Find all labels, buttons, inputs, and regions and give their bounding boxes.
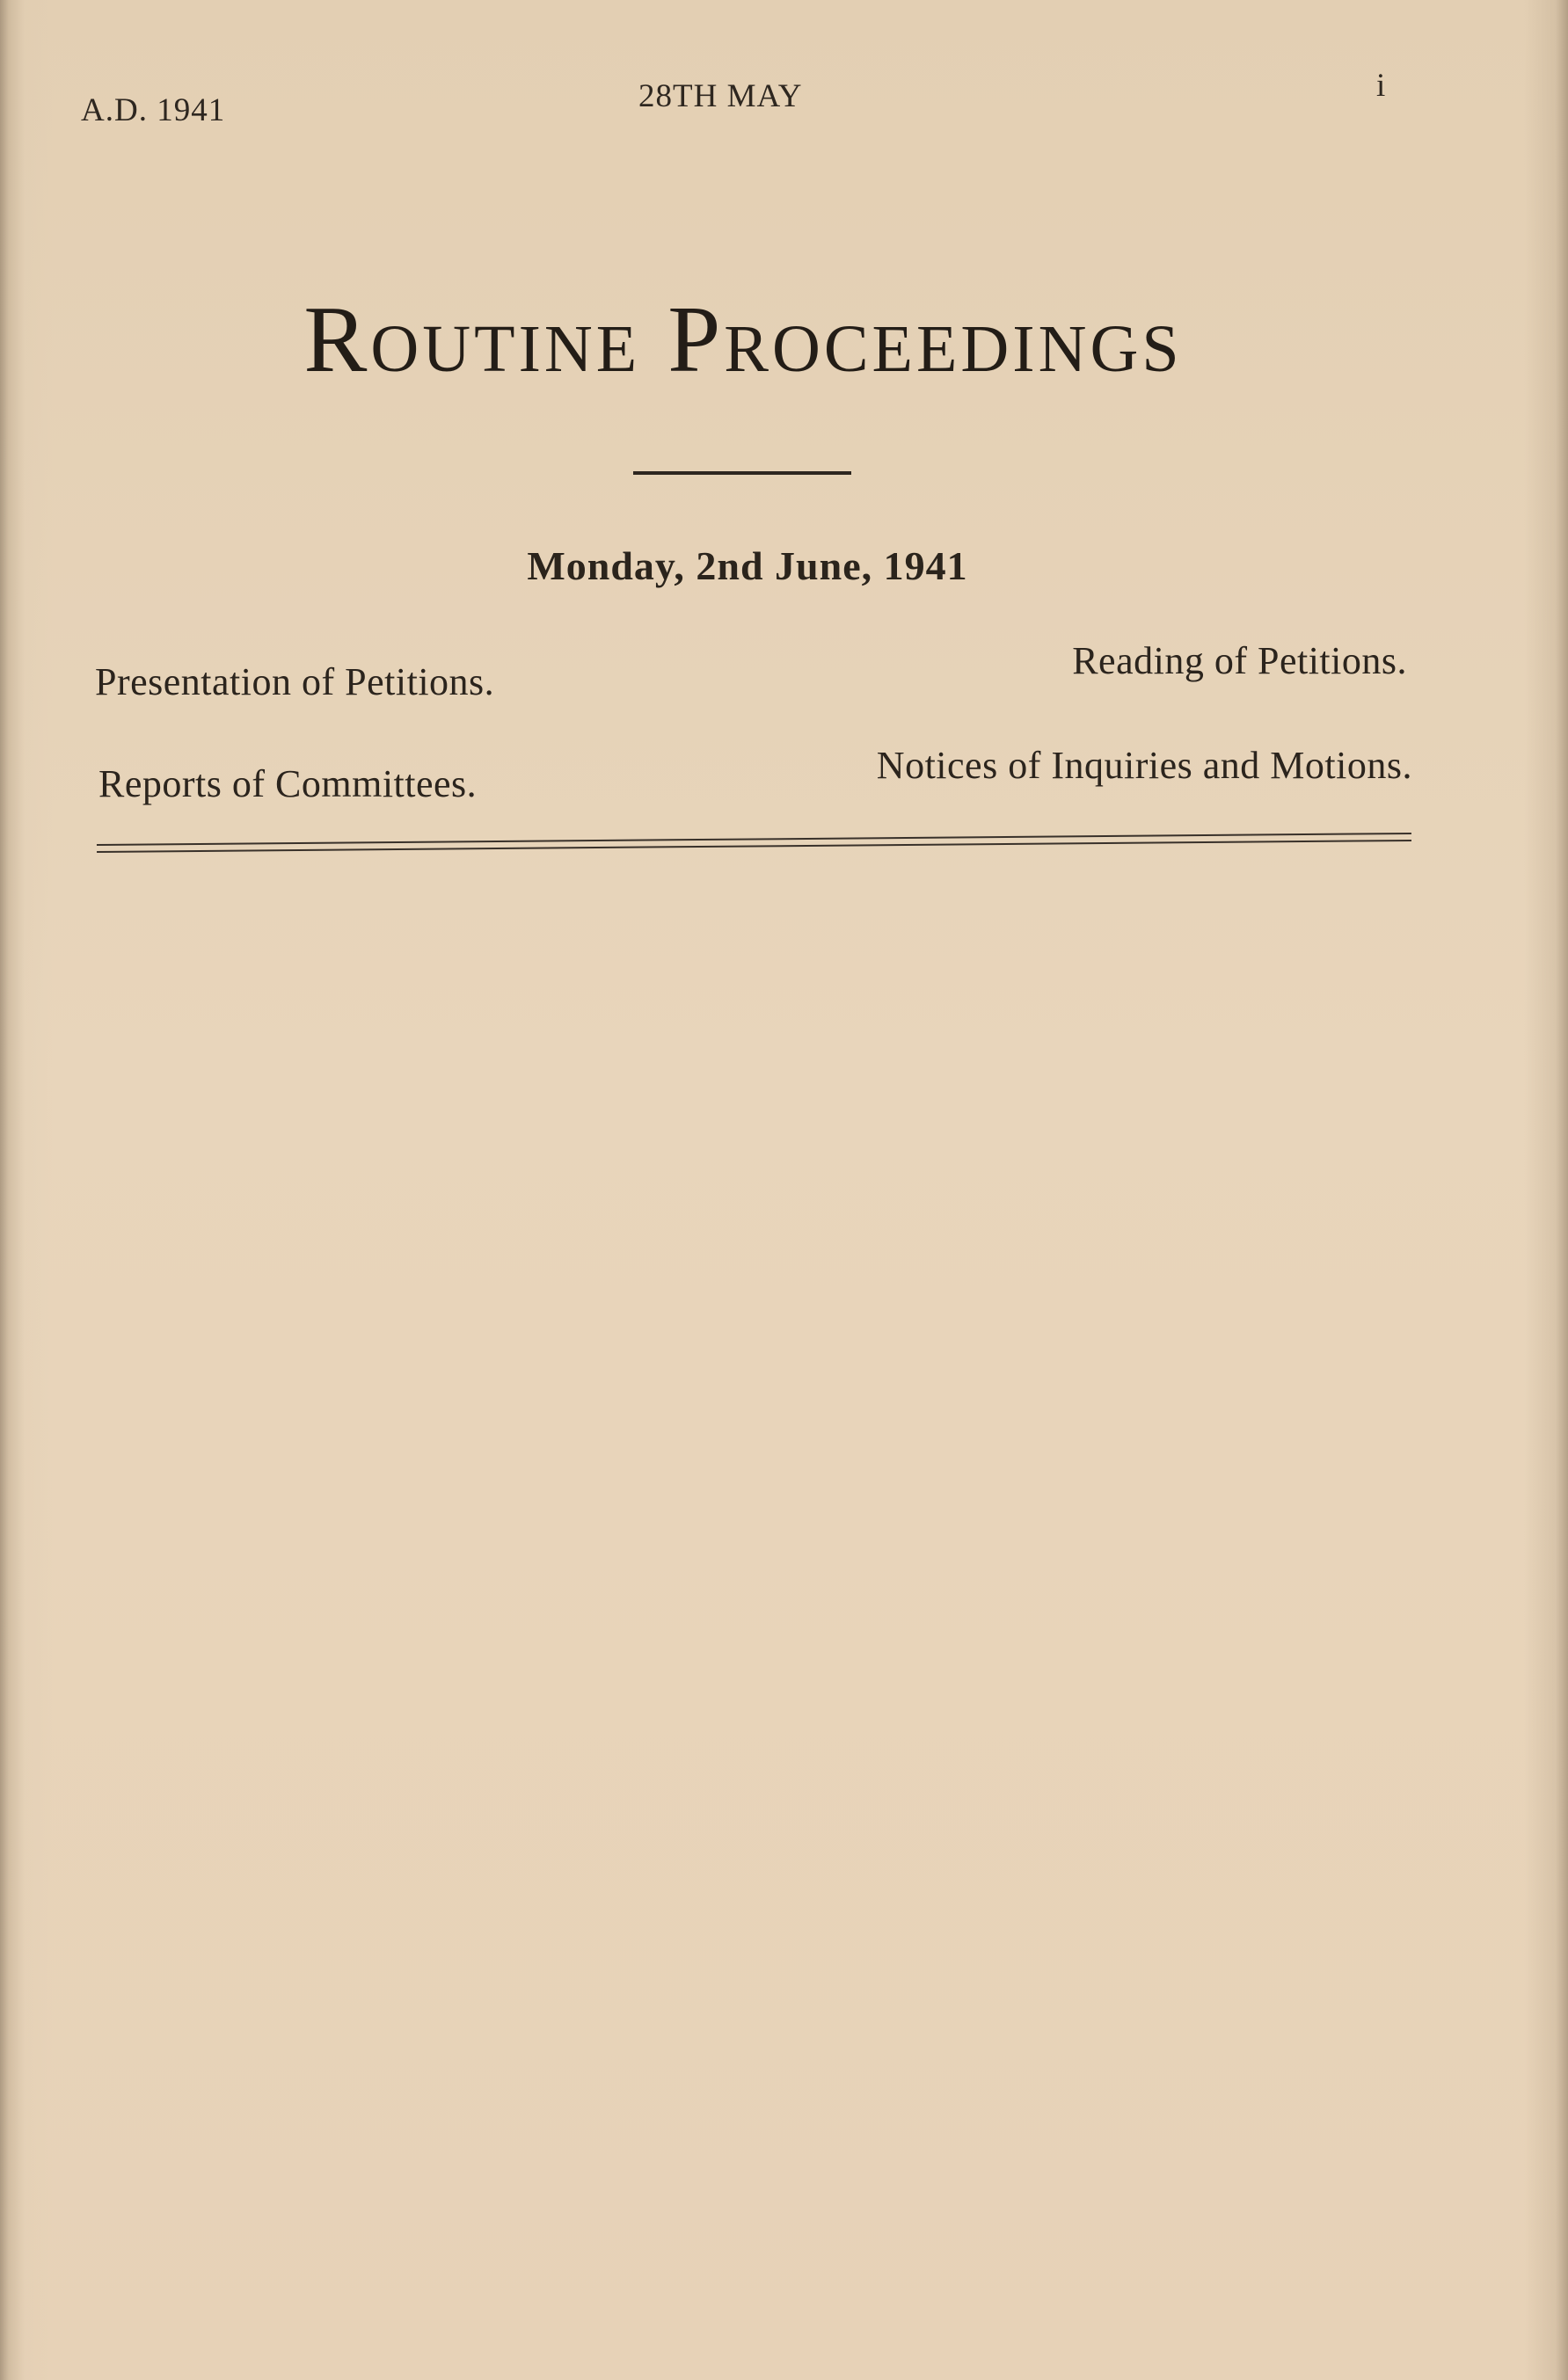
page-number: i — [1376, 68, 1387, 104]
title-divider — [633, 471, 851, 475]
agenda-item-reading-of-petitions: Reading of Petitions. — [1072, 639, 1407, 682]
page-title: Routine Proceedings — [303, 287, 1183, 392]
agenda-item-reports-of-committees: Reports of Committees. — [98, 762, 478, 805]
section-double-divider — [97, 833, 1411, 853]
agenda-item-presentation-of-petitions: Presentation of Petitions. — [95, 660, 495, 703]
agenda-item-notices-of-inquiries-and-motions: Notices of Inquiries and Motions. — [876, 744, 1412, 787]
sitting-date: Monday, 2nd June, 1941 — [527, 543, 968, 588]
header-date: 28TH MAY — [638, 78, 803, 114]
header-year: A.D. 1941 — [81, 92, 226, 128]
